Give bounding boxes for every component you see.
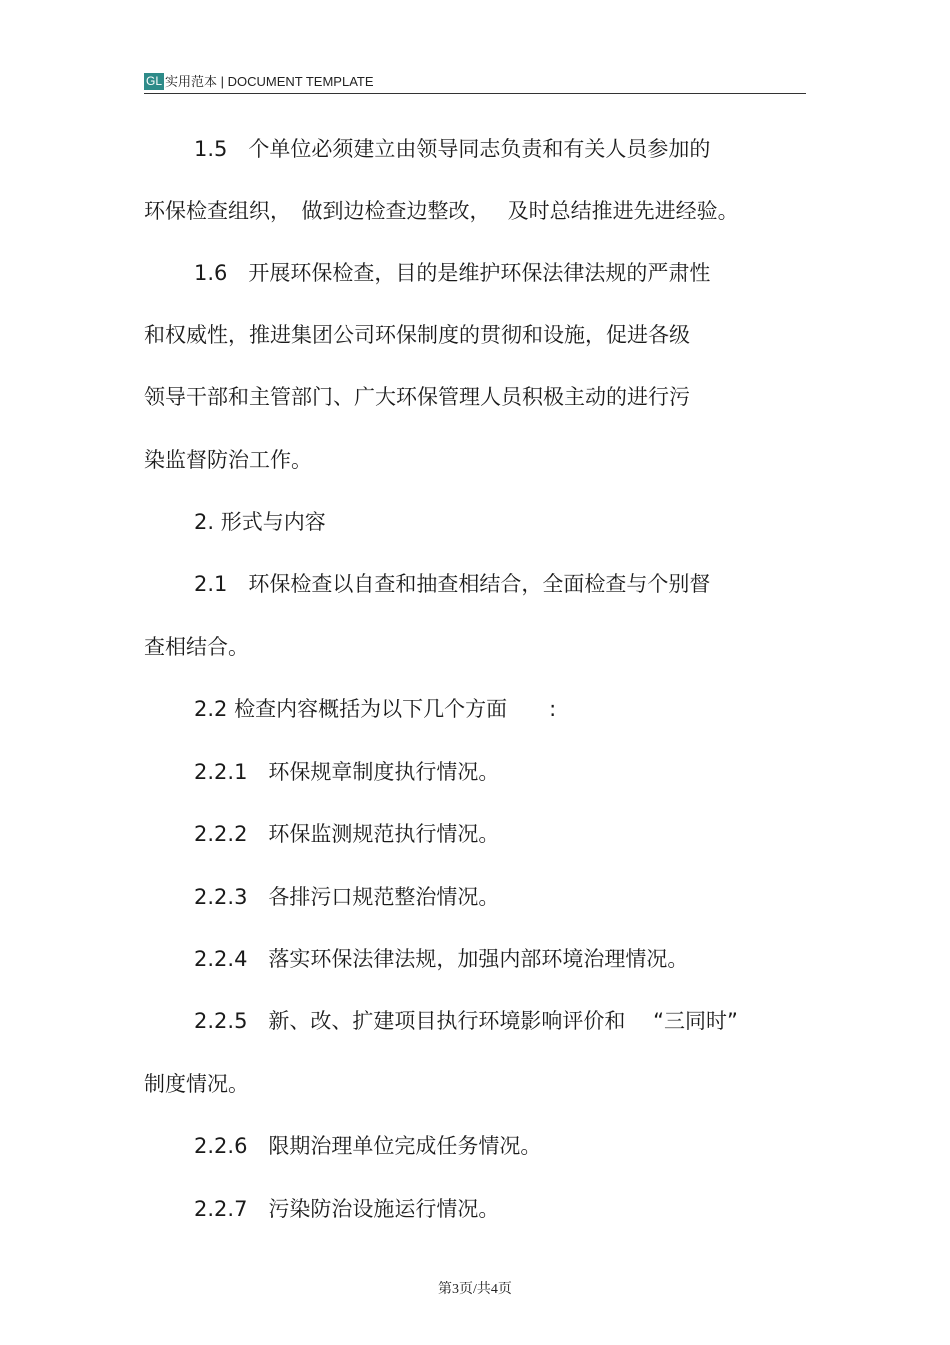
list-item: 2.2.3 各排污口规范整治情况。 <box>194 885 500 909</box>
list-item: 2.2.5 新、改、扩建项目执行环境影响评价和 “三同时” <box>194 1009 738 1033</box>
text-line: 查相结合。 <box>144 635 249 659</box>
text-line: 1.6 开展环保检查，目的是维护环保法律法规的严肃性 <box>194 261 711 285</box>
text-line: 2.1 环保检查以自查和抽查相结合，全面检查与个别督 <box>194 572 711 596</box>
text-line: 2.2 检查内容概括为以下几个方面 : <box>194 697 557 721</box>
list-item: 2.2.4 落实环保法律法规，加强内部环境治理情况。 <box>194 947 689 971</box>
list-item: 2.2.6 限期治理单位完成任务情况。 <box>194 1134 542 1158</box>
gl-logo: GL <box>146 74 163 88</box>
text-line: 和权威性，推进集团公司环保制度的贯彻和设施，促进各级 <box>144 323 690 347</box>
page-number: 第3页/共4页 <box>438 1282 512 1297</box>
list-item: 2.2.1 环保规章制度执行情况。 <box>194 760 500 784</box>
list-item: 2.2.2 环保监测规范执行情况。 <box>194 822 500 846</box>
section-heading: 2. 形式与内容 <box>194 510 326 534</box>
text-line: 环保检查组织， 做到边检查边整改， 及时总结推进先进经验。 <box>144 199 739 223</box>
text-line: 1.5 个单位必须建立由领导同志负责和有关人员参加的 <box>194 137 711 161</box>
header-title: 实用范本 | DOCUMENT TEMPLATE <box>165 73 374 89</box>
list-item: 2.2.7 污染防治设施运行情况。 <box>194 1197 500 1221</box>
text-line: 领导干部和主管部门、广大环保管理人员积极主动的进行污 <box>144 385 690 409</box>
text-line: 制度情况。 <box>144 1072 249 1096</box>
text-line: 染监督防治工作。 <box>144 448 312 472</box>
page-header <box>144 70 806 94</box>
